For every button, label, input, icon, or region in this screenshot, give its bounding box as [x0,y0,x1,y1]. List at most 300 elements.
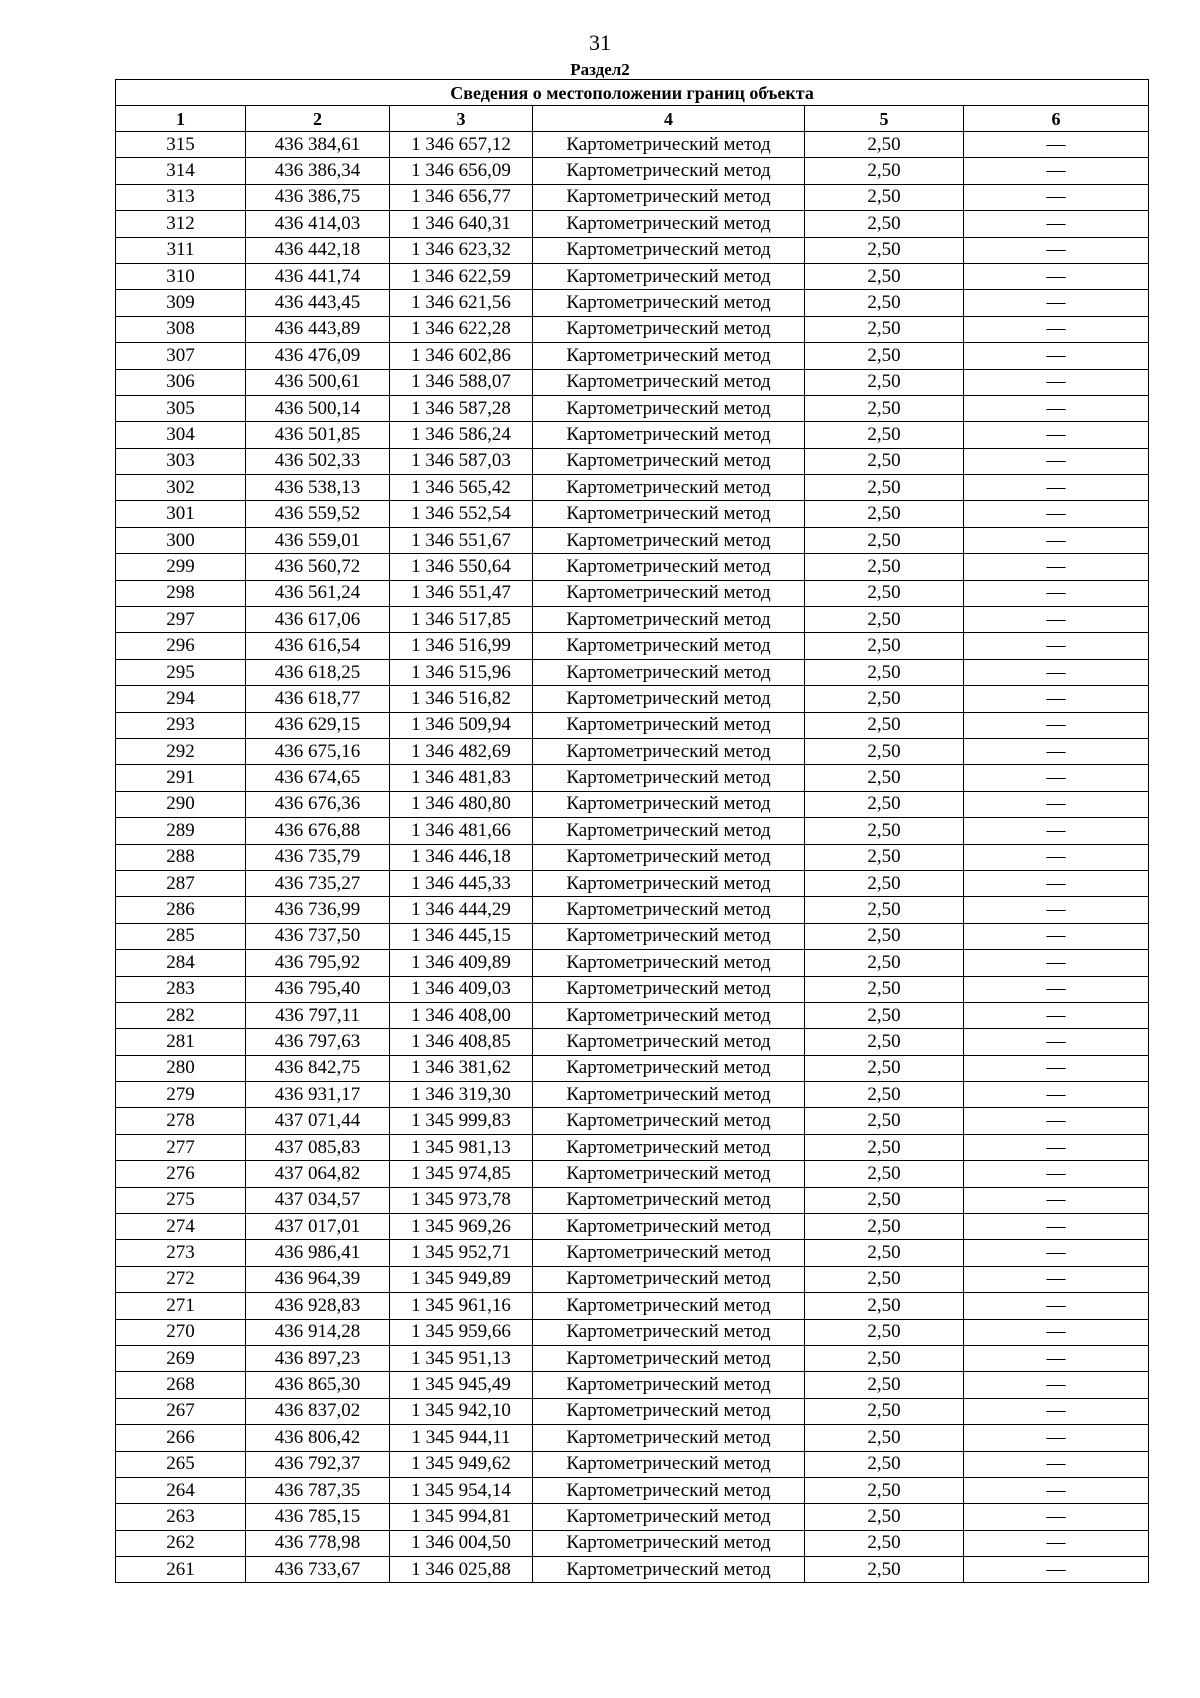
coordinate-y-cell: 1 346 552,54 [390,501,533,527]
determination-method-cell: Картометрический метод [533,501,805,527]
coordinate-y-cell: 1 345 945,49 [390,1372,533,1398]
accuracy-cell: 2,50 [805,158,964,184]
accuracy-cell: 2,50 [805,1530,964,1556]
determination-method-cell: Картометрический метод [533,844,805,870]
coordinate-x-cell: 436 914,28 [246,1319,390,1345]
point-number-cell: 283 [116,976,246,1002]
coordinate-y-cell: 1 346 550,64 [390,554,533,580]
table-row [116,1266,1149,1292]
coordinate-x-cell: 436 443,45 [246,290,390,316]
description-cell: — [964,1055,1149,1081]
coordinate-x-cell: 436 787,35 [246,1477,390,1503]
point-number-cell: 273 [116,1240,246,1266]
coordinate-x-cell: 436 931,17 [246,1082,390,1108]
coordinate-x-cell: 436 559,01 [246,527,390,553]
point-number-cell: 304 [116,422,246,448]
coordinate-y-cell: 1 346 481,83 [390,765,533,791]
coordinate-x-cell: 436 785,15 [246,1504,390,1530]
accuracy-cell: 2,50 [805,343,964,369]
coordinate-x-cell: 436 778,98 [246,1530,390,1556]
accuracy-cell: 2,50 [805,501,964,527]
coordinate-y-cell: 1 346 445,33 [390,870,533,896]
table-row [116,316,1149,342]
determination-method-cell: Картометрический метод [533,738,805,764]
table-row [116,501,1149,527]
determination-method-cell: Картометрический метод [533,923,805,949]
point-number-cell: 277 [116,1134,246,1160]
coordinate-y-cell: 1 345 942,10 [390,1398,533,1424]
accuracy-cell: 2,50 [805,1293,964,1319]
description-cell: — [964,1134,1149,1160]
accuracy-cell: 2,50 [805,659,964,685]
accuracy-cell: 2,50 [805,290,964,316]
point-number-cell: 292 [116,738,246,764]
point-number-cell: 265 [116,1451,246,1477]
coordinate-x-cell: 437 034,57 [246,1187,390,1213]
accuracy-cell: 2,50 [805,1425,964,1451]
coordinate-y-cell: 1 346 319,30 [390,1082,533,1108]
coordinate-y-cell: 1 345 954,14 [390,1477,533,1503]
determination-method-cell: Картометрический метод [533,211,805,237]
description-cell: — [964,237,1149,263]
accuracy-cell: 2,50 [805,580,964,606]
coordinate-y-cell: 1 346 409,89 [390,950,533,976]
accuracy-cell: 2,50 [805,1398,964,1424]
determination-method-cell: Картометрический метод [533,659,805,685]
accuracy-cell: 2,50 [805,870,964,896]
coordinate-x-cell: 436 737,50 [246,923,390,949]
description-cell: — [964,659,1149,685]
table-row [116,211,1149,237]
description-cell: — [964,897,1149,923]
point-number-cell: 264 [116,1477,246,1503]
point-number-cell: 315 [116,132,246,158]
point-number-cell: 262 [116,1530,246,1556]
determination-method-cell: Картометрический метод [533,1055,805,1081]
coordinate-y-cell: 1 346 656,77 [390,184,533,210]
accuracy-cell: 2,50 [805,1214,964,1240]
coordinate-y-cell: 1 346 657,12 [390,132,533,158]
point-number-cell: 267 [116,1398,246,1424]
determination-method-cell: Картометрический метод [533,369,805,395]
description-cell: — [964,1266,1149,1292]
coordinate-y-cell: 1 346 588,07 [390,369,533,395]
table-row [116,1319,1149,1345]
coordinate-y-cell: 1 346 444,29 [390,897,533,923]
description-cell: — [964,1319,1149,1345]
coordinate-x-cell: 436 676,88 [246,818,390,844]
table-row [116,158,1149,184]
coordinate-y-cell: 1 346 623,32 [390,237,533,263]
coordinate-y-cell: 1 345 949,89 [390,1266,533,1292]
table-row [116,923,1149,949]
determination-method-cell: Картометрический метод [533,870,805,896]
determination-method-cell: Картометрический метод [533,343,805,369]
table-row [116,580,1149,606]
determination-method-cell: Картометрический метод [533,580,805,606]
coordinate-x-cell: 436 865,30 [246,1372,390,1398]
table-row [116,950,1149,976]
description-cell: — [964,475,1149,501]
accuracy-cell: 2,50 [805,527,964,553]
table-row [116,184,1149,210]
description-cell: — [964,1187,1149,1213]
point-number-cell: 288 [116,844,246,870]
point-number-cell: 266 [116,1425,246,1451]
table-row [116,1504,1149,1530]
coordinate-y-cell: 1 346 408,00 [390,1002,533,1028]
point-number-cell: 287 [116,870,246,896]
point-number-cell: 294 [116,686,246,712]
determination-method-cell: Картометрический метод [533,184,805,210]
coordinate-x-cell: 436 797,11 [246,1002,390,1028]
point-number-cell: 263 [116,1504,246,1530]
coordinate-x-cell: 436 735,79 [246,844,390,870]
point-number-cell: 298 [116,580,246,606]
coordinate-y-cell: 1 346 640,31 [390,211,533,237]
accuracy-cell: 2,50 [805,950,964,976]
description-cell: — [964,1372,1149,1398]
determination-method-cell: Картометрический метод [533,791,805,817]
determination-method-cell: Картометрический метод [533,976,805,1002]
coordinate-x-cell: 436 735,27 [246,870,390,896]
table-row [116,1108,1149,1134]
determination-method-cell: Картометрический метод [533,1082,805,1108]
accuracy-cell: 2,50 [805,132,964,158]
accuracy-cell: 2,50 [805,1082,964,1108]
coordinate-x-cell: 436 795,92 [246,950,390,976]
point-number-cell: 300 [116,527,246,553]
table-row [116,738,1149,764]
table-body [116,132,1149,1583]
coordinate-x-cell: 436 733,67 [246,1557,390,1583]
coordinate-x-cell: 436 797,63 [246,1029,390,1055]
table-row [116,659,1149,685]
coordinate-x-cell: 437 071,44 [246,1108,390,1134]
coordinate-y-cell: 1 346 381,62 [390,1055,533,1081]
column-number: 3 [390,106,533,132]
table-row [116,554,1149,580]
coordinate-y-cell: 1 346 551,47 [390,580,533,606]
point-number-cell: 309 [116,290,246,316]
description-cell: — [964,1108,1149,1134]
description-cell: — [964,158,1149,184]
coordinate-y-cell: 1 345 981,13 [390,1134,533,1160]
table-row [116,844,1149,870]
point-number-cell: 285 [116,923,246,949]
determination-method-cell: Картометрический метод [533,1319,805,1345]
column-number: 1 [116,106,246,132]
table-row [116,290,1149,316]
determination-method-cell: Картометрический метод [533,1002,805,1028]
description-cell: — [964,501,1149,527]
coordinate-y-cell: 1 345 952,71 [390,1240,533,1266]
point-number-cell: 274 [116,1214,246,1240]
accuracy-cell: 2,50 [805,976,964,1002]
page-number: 31 [589,30,611,55]
table-row [116,395,1149,421]
accuracy-cell: 2,50 [805,1161,964,1187]
table-row [116,237,1149,263]
accuracy-cell: 2,50 [805,1240,964,1266]
table-row [116,1002,1149,1028]
accuracy-cell: 2,50 [805,448,964,474]
coordinate-x-cell: 436 501,85 [246,422,390,448]
description-cell: — [964,870,1149,896]
coordinate-y-cell: 1 345 974,85 [390,1161,533,1187]
determination-method-cell: Картометрический метод [533,316,805,342]
accuracy-cell: 2,50 [805,633,964,659]
point-number-cell: 299 [116,554,246,580]
table-row [116,791,1149,817]
determination-method-cell: Картометрический метод [533,1398,805,1424]
point-number-cell: 302 [116,475,246,501]
description-cell: — [964,184,1149,210]
description-cell: — [964,1345,1149,1371]
coordinate-y-cell: 1 346 516,99 [390,633,533,659]
table-row [116,765,1149,791]
table-row [116,712,1149,738]
description-cell: — [964,580,1149,606]
accuracy-cell: 2,50 [805,237,964,263]
accuracy-cell: 2,50 [805,1451,964,1477]
determination-method-cell: Картометрический метод [533,897,805,923]
point-number-cell: 284 [116,950,246,976]
accuracy-cell: 2,50 [805,1266,964,1292]
coordinate-x-cell: 436 384,61 [246,132,390,158]
determination-method-cell: Картометрический метод [533,290,805,316]
point-number-cell: 290 [116,791,246,817]
accuracy-cell: 2,50 [805,316,964,342]
point-number-cell: 295 [116,659,246,685]
accuracy-cell: 2,50 [805,554,964,580]
coordinate-y-cell: 1 346 517,85 [390,607,533,633]
description-cell: — [964,818,1149,844]
point-number-cell: 296 [116,633,246,659]
table-title-row [116,80,1149,106]
description-cell: — [964,422,1149,448]
description-cell: — [964,738,1149,764]
coordinate-x-cell: 436 736,99 [246,897,390,923]
point-number-cell: 268 [116,1372,246,1398]
determination-method-cell: Картометрический метод [533,712,805,738]
column-number: 6 [964,106,1149,132]
determination-method-cell: Картометрический метод [533,527,805,553]
coordinate-x-cell: 436 806,42 [246,1425,390,1451]
determination-method-cell: Картометрический метод [533,475,805,501]
description-cell: — [964,1214,1149,1240]
coordinate-x-cell: 436 476,09 [246,343,390,369]
accuracy-cell: 2,50 [805,1002,964,1028]
coordinate-y-cell: 1 346 481,66 [390,818,533,844]
table-row [116,1029,1149,1055]
coordinate-x-cell: 436 792,37 [246,1451,390,1477]
point-number-cell: 270 [116,1319,246,1345]
description-cell: — [964,765,1149,791]
accuracy-cell: 2,50 [805,607,964,633]
accuracy-cell: 2,50 [805,395,964,421]
point-number-cell: 272 [116,1266,246,1292]
table-title: Сведения о местоположении границ объекта [116,80,1149,106]
coordinate-y-cell: 1 346 551,67 [390,527,533,553]
table-row [116,1134,1149,1160]
table-row [116,976,1149,1002]
coordinate-y-cell: 1 346 408,85 [390,1029,533,1055]
coordinate-x-cell: 436 842,75 [246,1055,390,1081]
accuracy-cell: 2,50 [805,263,964,289]
table-row [116,1214,1149,1240]
coordinate-x-cell: 436 414,03 [246,211,390,237]
coordinate-x-cell: 436 538,13 [246,475,390,501]
coordinate-x-cell: 436 964,39 [246,1266,390,1292]
accuracy-cell: 2,50 [805,1345,964,1371]
coordinate-x-cell: 436 386,34 [246,158,390,184]
accuracy-cell: 2,50 [805,1477,964,1503]
table-row [116,818,1149,844]
description-cell: — [964,686,1149,712]
description-cell: — [964,263,1149,289]
point-number-cell: 297 [116,607,246,633]
coordinate-y-cell: 1 346 587,03 [390,448,533,474]
point-number-cell: 314 [116,158,246,184]
point-number-cell: 271 [116,1293,246,1319]
accuracy-cell: 2,50 [805,1108,964,1134]
table-row [116,343,1149,369]
accuracy-cell: 2,50 [805,1372,964,1398]
determination-method-cell: Картометрический метод [533,1477,805,1503]
determination-method-cell: Картометрический метод [533,765,805,791]
point-number-cell: 276 [116,1161,246,1187]
determination-method-cell: Картометрический метод [533,263,805,289]
coordinate-x-cell: 436 795,40 [246,976,390,1002]
coordinate-y-cell: 1 346 656,09 [390,158,533,184]
accuracy-cell: 2,50 [805,1134,964,1160]
table-row [116,1161,1149,1187]
description-cell: — [964,1530,1149,1556]
accuracy-cell: 2,50 [805,791,964,817]
description-cell: — [964,211,1149,237]
coordinate-y-cell: 1 345 951,13 [390,1345,533,1371]
column-number: 2 [246,106,390,132]
table-row [116,607,1149,633]
table-row [116,1055,1149,1081]
coordinate-x-cell: 437 017,01 [246,1214,390,1240]
table-row [116,897,1149,923]
accuracy-cell: 2,50 [805,818,964,844]
description-cell: — [964,554,1149,580]
coordinate-x-cell: 437 064,82 [246,1161,390,1187]
table-row [116,1345,1149,1371]
description-cell: — [964,844,1149,870]
point-number-cell: 312 [116,211,246,237]
point-number-cell: 269 [116,1345,246,1371]
coordinate-x-cell: 436 629,15 [246,712,390,738]
description-cell: — [964,607,1149,633]
accuracy-cell: 2,50 [805,712,964,738]
table-row [116,1187,1149,1213]
table-row [116,527,1149,553]
determination-method-cell: Картометрический метод [533,633,805,659]
accuracy-cell: 2,50 [805,686,964,712]
coordinate-x-cell: 437 085,83 [246,1134,390,1160]
table-row [116,1398,1149,1424]
description-cell: — [964,132,1149,158]
section-title: Раздел2 [570,60,630,79]
table-row [116,1293,1149,1319]
description-cell: — [964,1504,1149,1530]
coordinate-x-cell: 436 675,16 [246,738,390,764]
point-number-cell: 282 [116,1002,246,1028]
determination-method-cell: Картометрический метод [533,1557,805,1583]
determination-method-cell: Картометрический метод [533,686,805,712]
description-cell: — [964,290,1149,316]
table-row [116,1082,1149,1108]
determination-method-cell: Картометрический метод [533,1372,805,1398]
coordinate-x-cell: 436 928,83 [246,1293,390,1319]
determination-method-cell: Картометрический метод [533,1240,805,1266]
table-row [116,1425,1149,1451]
description-cell: — [964,976,1149,1002]
determination-method-cell: Картометрический метод [533,1214,805,1240]
table-row [116,369,1149,395]
point-number-cell: 313 [116,184,246,210]
accuracy-cell: 2,50 [805,765,964,791]
coordinate-x-cell: 436 561,24 [246,580,390,606]
accuracy-cell: 2,50 [805,1504,964,1530]
description-cell: — [964,950,1149,976]
description-cell: — [964,448,1149,474]
coordinate-x-cell: 436 897,23 [246,1345,390,1371]
table-row [116,870,1149,896]
description-cell: — [964,395,1149,421]
coordinate-y-cell: 1 346 004,50 [390,1530,533,1556]
table-row [116,1372,1149,1398]
coordinate-x-cell: 436 500,61 [246,369,390,395]
column-number: 5 [805,106,964,132]
point-number-cell: 280 [116,1055,246,1081]
coordinate-x-cell: 436 617,06 [246,607,390,633]
coordinate-y-cell: 1 346 509,94 [390,712,533,738]
description-cell: — [964,1425,1149,1451]
coordinate-y-cell: 1 346 482,69 [390,738,533,764]
coordinate-x-cell: 436 618,25 [246,659,390,685]
coordinate-x-cell: 436 442,18 [246,237,390,263]
description-cell: — [964,1557,1149,1583]
determination-method-cell: Картометрический метод [533,158,805,184]
table-row [116,1477,1149,1503]
accuracy-cell: 2,50 [805,738,964,764]
coordinate-y-cell: 1 346 587,28 [390,395,533,421]
coordinate-y-cell: 1 346 622,28 [390,316,533,342]
coordinate-y-cell: 1 346 621,56 [390,290,533,316]
determination-method-cell: Картометрический метод [533,1134,805,1160]
coordinate-x-cell: 436 618,77 [246,686,390,712]
table-row [116,1557,1149,1583]
point-number-cell: 293 [116,712,246,738]
description-cell: — [964,633,1149,659]
point-number-cell: 307 [116,343,246,369]
column-number-row [116,106,1149,132]
description-cell: — [964,343,1149,369]
description-cell: — [964,1161,1149,1187]
determination-method-cell: Картометрический метод [533,422,805,448]
description-cell: — [964,1398,1149,1424]
point-number-cell: 306 [116,369,246,395]
determination-method-cell: Картометрический метод [533,607,805,633]
description-cell: — [964,316,1149,342]
coordinate-x-cell: 436 560,72 [246,554,390,580]
coordinate-y-cell: 1 346 516,82 [390,686,533,712]
